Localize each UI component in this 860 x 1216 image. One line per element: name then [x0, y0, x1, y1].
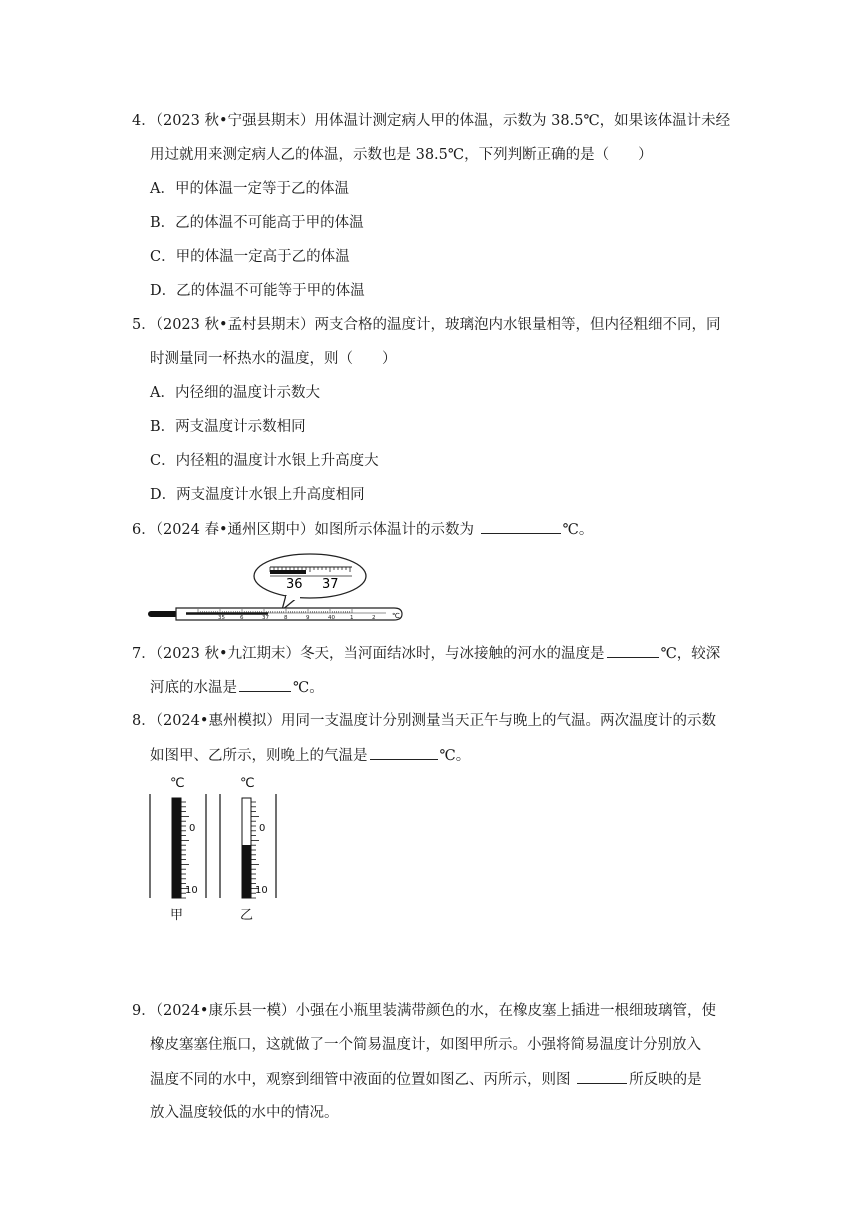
thermometer-body	[148, 608, 402, 621]
scale-label: 9	[306, 615, 310, 621]
question-source: （2023 秋•孟村县期末）	[155, 317, 315, 333]
question-text: 如图所示体温计的示数为	[314, 522, 475, 538]
scale-label-10: 10	[255, 885, 268, 896]
question-text: 两支合格的温度计，玻璃泡内水银量相等，但内径粗细不同，同	[314, 317, 721, 333]
scale-label-10: 10	[185, 885, 198, 896]
bubble-label-37: 37	[322, 577, 339, 592]
question-number: 5．	[132, 317, 156, 333]
scale-label: 2	[372, 615, 376, 621]
question-9-line2: 橡皮塞塞住瓶口，这就做了一个简易温度计，如图甲所示。小强将简易温度计分别放入	[150, 1037, 701, 1053]
liquid-column	[242, 845, 251, 898]
question-number: 9．	[132, 1003, 156, 1019]
liquid-column	[172, 798, 181, 898]
question-5-option-b: B．两支温度计示数相同	[150, 419, 306, 435]
question-text: ℃，较深	[660, 646, 721, 662]
question-source: （2024•康乐县一模）	[155, 1003, 296, 1019]
question-text: 小强在小瓶里装满带颜色的水，在橡皮塞上插进一根细玻璃管，使	[295, 1003, 716, 1019]
question-5-option-c: C．内径粗的温度计水银上升高度大	[150, 453, 379, 469]
question-7-line1	[132, 643, 720, 664]
question-text: ℃。	[562, 522, 594, 538]
scale-label: 37	[262, 615, 269, 621]
thermometer-yi	[220, 776, 276, 923]
clinical-thermometer-figure	[146, 552, 408, 626]
unit-label: ℃	[170, 776, 185, 791]
bubble-label-36: 36	[286, 577, 303, 592]
question-4-option-a: A．甲的体温一定等于乙的体温	[150, 181, 349, 197]
question-4-line1	[132, 111, 730, 131]
scale-label-0: 0	[259, 823, 266, 834]
magnifier-bubble	[254, 554, 366, 610]
question-4-option-d: D．乙的体温不可能等于甲的体温	[150, 283, 365, 299]
thermometer-label: 乙	[240, 908, 254, 923]
question-9-line4: 放入温度较低的水中的情况。	[150, 1105, 339, 1121]
question-5-line1	[132, 315, 721, 335]
question-text: 冬天，当河面结冰时，与冰接触的河水的温度是	[300, 646, 605, 662]
scale-label: 40	[328, 615, 335, 621]
answer-blank[interactable]	[607, 643, 659, 658]
bubble-mercury-column	[270, 570, 306, 574]
question-text: 所反映的是	[629, 1072, 702, 1088]
answer-blank[interactable]	[577, 1069, 627, 1084]
question-source: （2024•惠州模拟）	[155, 713, 281, 729]
question-9-line1	[132, 1001, 716, 1021]
answer-blank[interactable]	[481, 519, 561, 534]
question-number: 7．	[132, 646, 156, 662]
question-text: 如图甲、乙所示，则晚上的气温是	[150, 748, 368, 764]
thermometers-figure	[146, 772, 286, 924]
thermometer-bulb	[148, 611, 178, 617]
question-text: 温度不同的水中，观察到细管中液面的位置如图乙、丙所示，则图	[150, 1072, 571, 1088]
question-5-option-a: A．内径细的温度计示数大	[150, 385, 320, 401]
question-4-option-c: C．甲的体温一定高于乙的体温	[150, 249, 350, 265]
question-text: 河底的水温是	[150, 680, 237, 696]
scale-label: 1	[350, 615, 354, 621]
scale-label-0: 0	[189, 823, 196, 834]
question-text: 用同一支温度计分别测量当天正午与晚上的气温。两次温度计的示数	[280, 713, 716, 729]
question-8-line2	[150, 745, 470, 766]
answer-blank[interactable]	[370, 745, 438, 760]
question-source: （2024 春•通州区期中）	[155, 522, 315, 538]
thermometer-label: 甲	[170, 908, 184, 923]
question-6-line1	[132, 519, 593, 540]
question-number: 6．	[132, 522, 156, 538]
question-number: 4．	[132, 113, 156, 129]
question-source: （2023 秋•宁强县期末）	[155, 113, 315, 129]
answer-blank[interactable]	[239, 677, 291, 692]
question-text: ℃。	[293, 680, 324, 696]
question-9-line3	[150, 1069, 702, 1090]
question-number: 8．	[132, 713, 156, 729]
question-text: ℃。	[439, 748, 471, 764]
question-8-line1	[132, 711, 716, 731]
scale-label: 35	[218, 615, 225, 621]
thermometer-jia	[150, 776, 206, 923]
thermometer-unit: ℃	[392, 612, 400, 620]
scale-label: 8	[284, 615, 288, 621]
question-4-line2: 用过就用来测定病人乙的体温，示数也是 38.5℃，下列判断正确的是（ ）	[150, 147, 653, 163]
question-5-option-d: D．两支温度计水银上升高度相同	[150, 487, 365, 503]
unit-label: ℃	[240, 776, 255, 791]
question-7-line2	[150, 677, 324, 698]
question-text: 用体温计测定病人甲的体温，示数为 38.5℃，如果该体温计未经	[314, 113, 731, 129]
scale-label: 6	[240, 615, 244, 621]
question-5-line2: 时测量同一杯热水的温度，则（ ）	[150, 351, 397, 367]
question-4-option-b: B．乙的体温不可能高于甲的体温	[150, 215, 364, 231]
question-source: （2023 秋•九江期末）	[155, 646, 301, 662]
